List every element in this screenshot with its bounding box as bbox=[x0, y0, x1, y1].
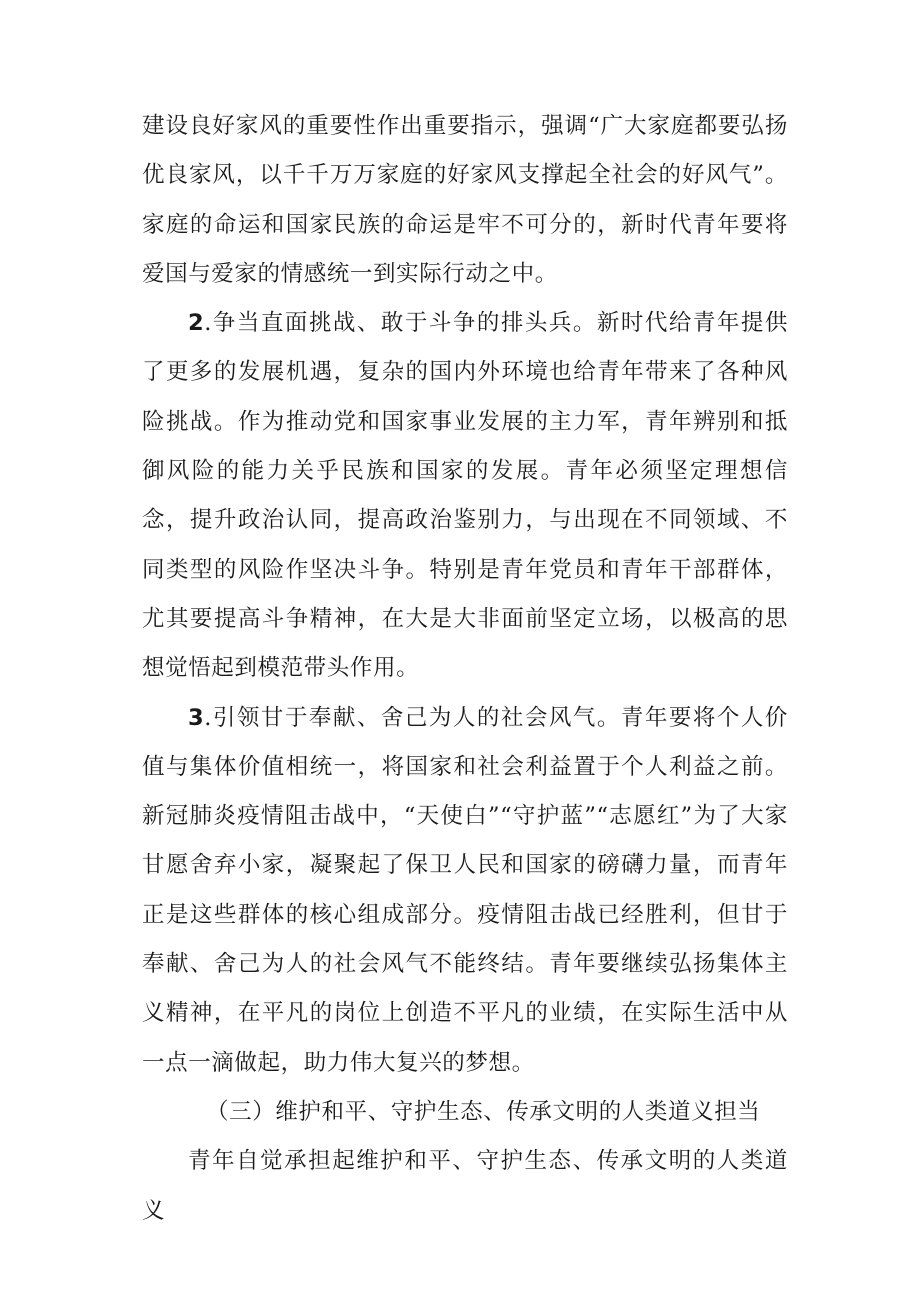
document-body bbox=[142, 102, 788, 1236]
paragraph-section-intro: 青年自觉承担起维护和平、守护生态、传承文明的人类道义 bbox=[142, 1148, 788, 1224]
paragraph-point-2 bbox=[142, 299, 788, 693]
point-number: 2 bbox=[188, 310, 205, 337]
paragraph-point-3 bbox=[142, 694, 788, 1088]
paragraph-text: .引领甘于奉献、舍己为人的社会风气。青年要将个人价值与集体价值相统一，将国家和社会利益置于个人利益之前。新冠肺炎疫情阻击战中，“天使白”“守护蓝”“志愿红”为了大家甘愿舍弃小家，凝聚起了保卫人民和国家的磅礴力量，而青年正是这些群体的核心组成部分。疫情阻击战已经胜利，但甘于奉献、舍己为人的社会风气不能终结。青年要继续弘扬集体主义精神，在平凡的岗位上创造不平凡的业绩，在实际生活中从一点一滴做起，助力伟大复兴的梦想。 bbox=[142, 704, 788, 1076]
paragraph-text: .争当直面挑战、敢于斗争的排头兵。新时代给青年提供了更多的发展机遇，复杂的国内外环境也给青年带来了各种风险挑战。作为推动党和国家事业发展的主力军，青年辨别和抵御风险的能力关乎民族和国家的发展。青年必须坚定理想信念，提升政治认同，提高政治鉴别力，与出现在不同领域、不同类型的风险作坚决斗争。特别是青年党员和青年干部群体，尤其要提高斗争精神，在大是大非面前坚定立场，以极高的思想觉悟起到模范带头作用。 bbox=[142, 310, 788, 682]
point-number: 3 bbox=[188, 704, 205, 731]
section-heading: （三）维护和平、守护生态、传承文明的人类道义担当 bbox=[206, 1098, 761, 1125]
paragraph-continuation: 建设良好家风的重要性作出重要指示，强调“广大家庭都要弘扬优良家风，以千千万万家庭的好家风支撑起全社会的好风气”。家庭的命运和国家民族的命运是牢不可分的，新时代青年要将爱国与爱家的情感统一到实际行动之中。 bbox=[142, 113, 788, 287]
